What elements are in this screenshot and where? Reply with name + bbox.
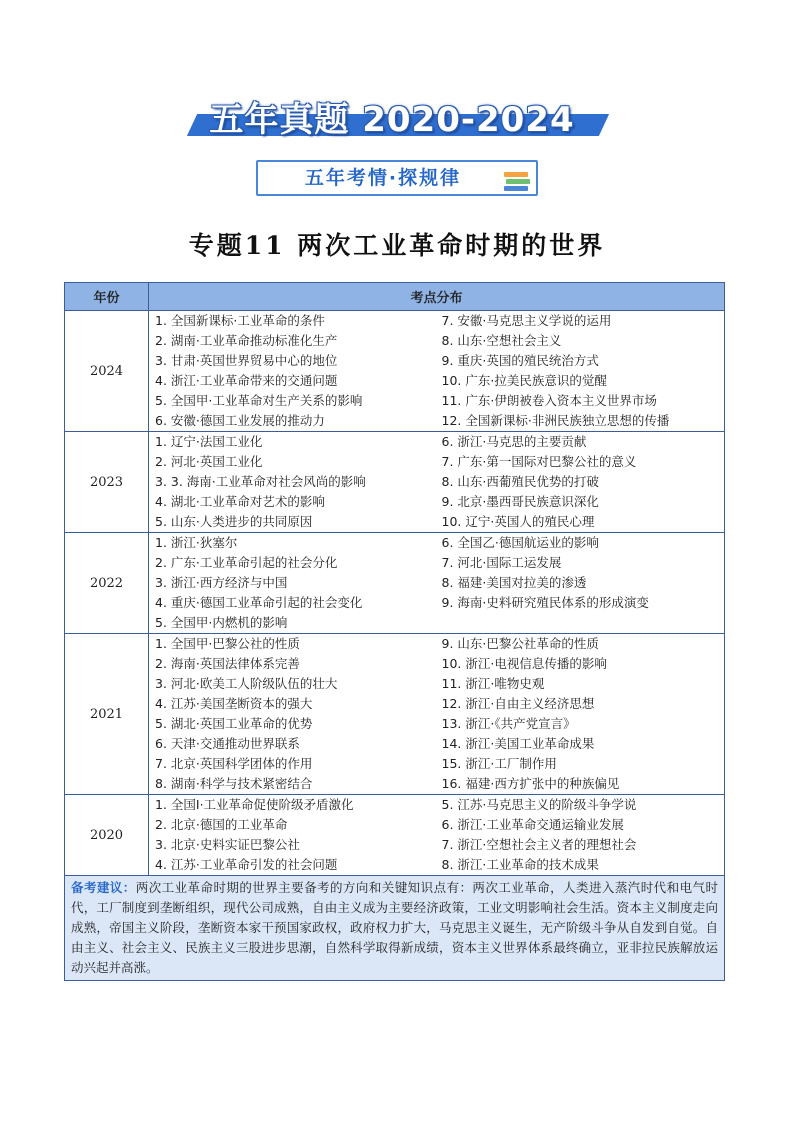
list-item: 8. 山东·空想社会主义 (441, 333, 562, 348)
topics-column-right (438, 634, 725, 794)
subtitle: 五年考情·探规律 (304, 167, 462, 189)
topics-cell (149, 634, 725, 795)
advice-label: 备考建议： (71, 880, 136, 895)
topics-column-right (438, 432, 725, 532)
topics-columns (155, 634, 724, 794)
list-item: 6. 天津·交通推动世界联系 (155, 736, 300, 751)
list-item: 8. 浙江·工业革命的技术成果 (441, 857, 599, 872)
topics-columns (155, 311, 724, 431)
list-item: 8. 湖南·科学与技术紧密结合 (155, 776, 313, 791)
book-1 (504, 172, 528, 177)
banner (192, 92, 602, 144)
list-item: 6. 浙江·马克思的主要贡献 (441, 434, 587, 449)
list-item: 4. 湖北·工业革命对艺术的影响 (155, 494, 325, 509)
list-item: 7. 广东·第一国际对巴黎公社的意义 (441, 454, 637, 469)
list-item: 11. 广东·伊朗被卷入资本主义世界市场 (441, 393, 657, 408)
topics-column-left (155, 432, 438, 532)
list-item: 4. 江苏·美国垄断资本的强大 (155, 696, 313, 711)
topics-cell (149, 432, 725, 533)
header-topics: 考点分布 (149, 283, 725, 311)
list-item: 6. 安徽·德国工业发展的推动力 (155, 413, 325, 428)
list-item: 5. 全国甲·工业革命对生产关系的影响 (155, 393, 363, 408)
table-row (65, 634, 725, 795)
list-item: 4. 重庆·德国工业革命引起的社会变化 (155, 595, 363, 610)
list-item: 5. 湖北·英国工业革命的优势 (155, 716, 313, 731)
table-row (65, 432, 725, 533)
topic-title: 专题11 两次工业革命时期的世界 (188, 231, 606, 260)
list-item: 5. 山东·人类进步的共同原因 (155, 514, 313, 529)
topics-column-left (155, 311, 438, 431)
list-item: 2. 河北·英国工业化 (155, 454, 263, 469)
advice-text: 两次工业革命时期的世界主要备考的方向和关键知识点有：两次工业革命，人类进入蒸汽时代和电气时代，工厂制度到垄断组织，现代公司成熟，自由主义成为主要经济政策，工业文明影响社会生活。资本主义制度走向成熟，帝国主义阶段，垄断资本家干预国家政权，政府权力扩大，马克思主义诞生，无产阶级斗争从自发到自觉。自由主义、社会主义、民族主义三股进步思潮，自然科学取得新成绩，资本主义世界体系最终确立，亚非拉民族解放运动兴起并高涨。 (71, 880, 718, 975)
advice-row (65, 876, 725, 981)
topics-cell (149, 533, 725, 634)
list-item: 10. 浙江·电视信息传播的影响 (441, 656, 607, 671)
list-item: 9. 山东·巴黎公社革命的性质 (441, 636, 599, 651)
list-item: 3. 3. 海南·工业革命对社会风尚的影响 (155, 474, 366, 489)
year-cell: 2020 (65, 795, 149, 876)
list-item: 3. 浙江·西方经济与中国 (155, 575, 288, 590)
list-item: 12. 浙江·自由主义经济思想 (441, 696, 595, 711)
list-item: 10. 辽宁·英国人的殖民心理 (441, 514, 595, 529)
list-item: 2. 湖南·工业革命推动标准化生产 (155, 333, 338, 348)
topics-column-left (155, 533, 438, 633)
subtitle-box (256, 160, 538, 196)
list-item: 15. 浙江·工厂制作用 (441, 756, 557, 771)
list-item: 1. 浙江·狄塞尔 (155, 535, 238, 550)
list-item: 13. 浙江·《共产党宣言》 (441, 716, 576, 731)
header-year: 年份 (65, 283, 149, 311)
list-item: 6. 全国乙·德国航运业的影响 (441, 535, 599, 550)
list-item: 1. 全国新课标·工业革命的条件 (155, 313, 325, 328)
topics-column-right (438, 533, 725, 633)
year-cell: 2023 (65, 432, 149, 533)
list-item: 6. 浙江·工业革命交通运输业发展 (441, 817, 624, 832)
exam-table (64, 282, 725, 981)
year-cell: 2021 (65, 634, 149, 795)
list-item: 1. 全国Ⅰ·工业革命促使阶级矛盾激化 (155, 797, 354, 812)
list-item: 7. 安徽·马克思主义学说的运用 (441, 313, 612, 328)
list-item: 16. 福建·西方扩张中的种族偏见 (441, 776, 620, 791)
list-item: 3. 甘肃·英国世界贸易中心的地位 (155, 353, 338, 368)
topics-columns (155, 533, 724, 633)
topics-cell (149, 311, 725, 432)
book-3 (504, 186, 528, 191)
list-item: 2. 北京·德国的工业革命 (155, 817, 288, 832)
topics-column-left (155, 634, 438, 794)
list-item: 5. 江苏·马克思主义的阶级斗争学说 (441, 797, 637, 812)
list-item: 7. 浙江·空想社会主义者的理想社会 (441, 837, 637, 852)
list-item: 9. 重庆·英国的殖民统治方式 (441, 353, 599, 368)
topics-columns (155, 432, 724, 532)
books-icon (504, 170, 530, 192)
list-item: 11. 浙江·唯物史观 (441, 676, 545, 691)
book-2 (506, 179, 530, 184)
list-item: 8. 山东·西葡殖民优势的打破 (441, 474, 599, 489)
table-row (65, 311, 725, 432)
list-item: 9. 海南·史料研究殖民体系的形成演变 (441, 595, 649, 610)
topics-columns (155, 795, 724, 875)
list-item: 12. 全国新课标·非洲民族独立思想的传播 (441, 413, 670, 428)
topics-cell (149, 795, 725, 876)
list-item: 3. 河北·欧美工人阶级队伍的壮大 (155, 676, 338, 691)
list-item: 4. 浙江·工业革命带来的交通问题 (155, 373, 338, 388)
advice-cell (65, 876, 725, 981)
list-item: 1. 辽宁·法国工业化 (155, 434, 263, 449)
topics-column-left (155, 795, 438, 875)
list-item: 9. 北京·墨西哥民族意识深化 (441, 494, 599, 509)
topics-column-right (438, 311, 725, 431)
list-item: 5. 全国甲·内燃机的影响 (155, 615, 288, 630)
list-item: 2. 广东·工业革命引起的社会分化 (155, 555, 338, 570)
banner-title: 五年真题 2020-2024 (209, 100, 575, 140)
list-item: 1. 全国甲·巴黎公社的性质 (155, 636, 300, 651)
topics-column-right (438, 795, 725, 875)
list-item: 7. 北京·英国科学团体的作用 (155, 756, 313, 771)
list-item: 3. 北京·史料实证巴黎公社 (155, 837, 300, 852)
list-item: 7. 河北·国际工运发展 (441, 555, 562, 570)
table-header-row (65, 283, 725, 311)
list-item: 8. 福建·美国对拉美的渗透 (441, 575, 587, 590)
list-item: 4. 江苏·工业革命引发的社会问题 (155, 857, 338, 872)
table-body (65, 311, 725, 981)
list-item: 10. 广东·拉美民族意识的觉醒 (441, 373, 607, 388)
year-cell: 2024 (65, 311, 149, 432)
year-cell: 2022 (65, 533, 149, 634)
table-row (65, 533, 725, 634)
list-item: 14. 浙江·美国工业革命成果 (441, 736, 595, 751)
list-item: 2. 海南·英国法律体系完善 (155, 656, 300, 671)
table-row (65, 795, 725, 876)
